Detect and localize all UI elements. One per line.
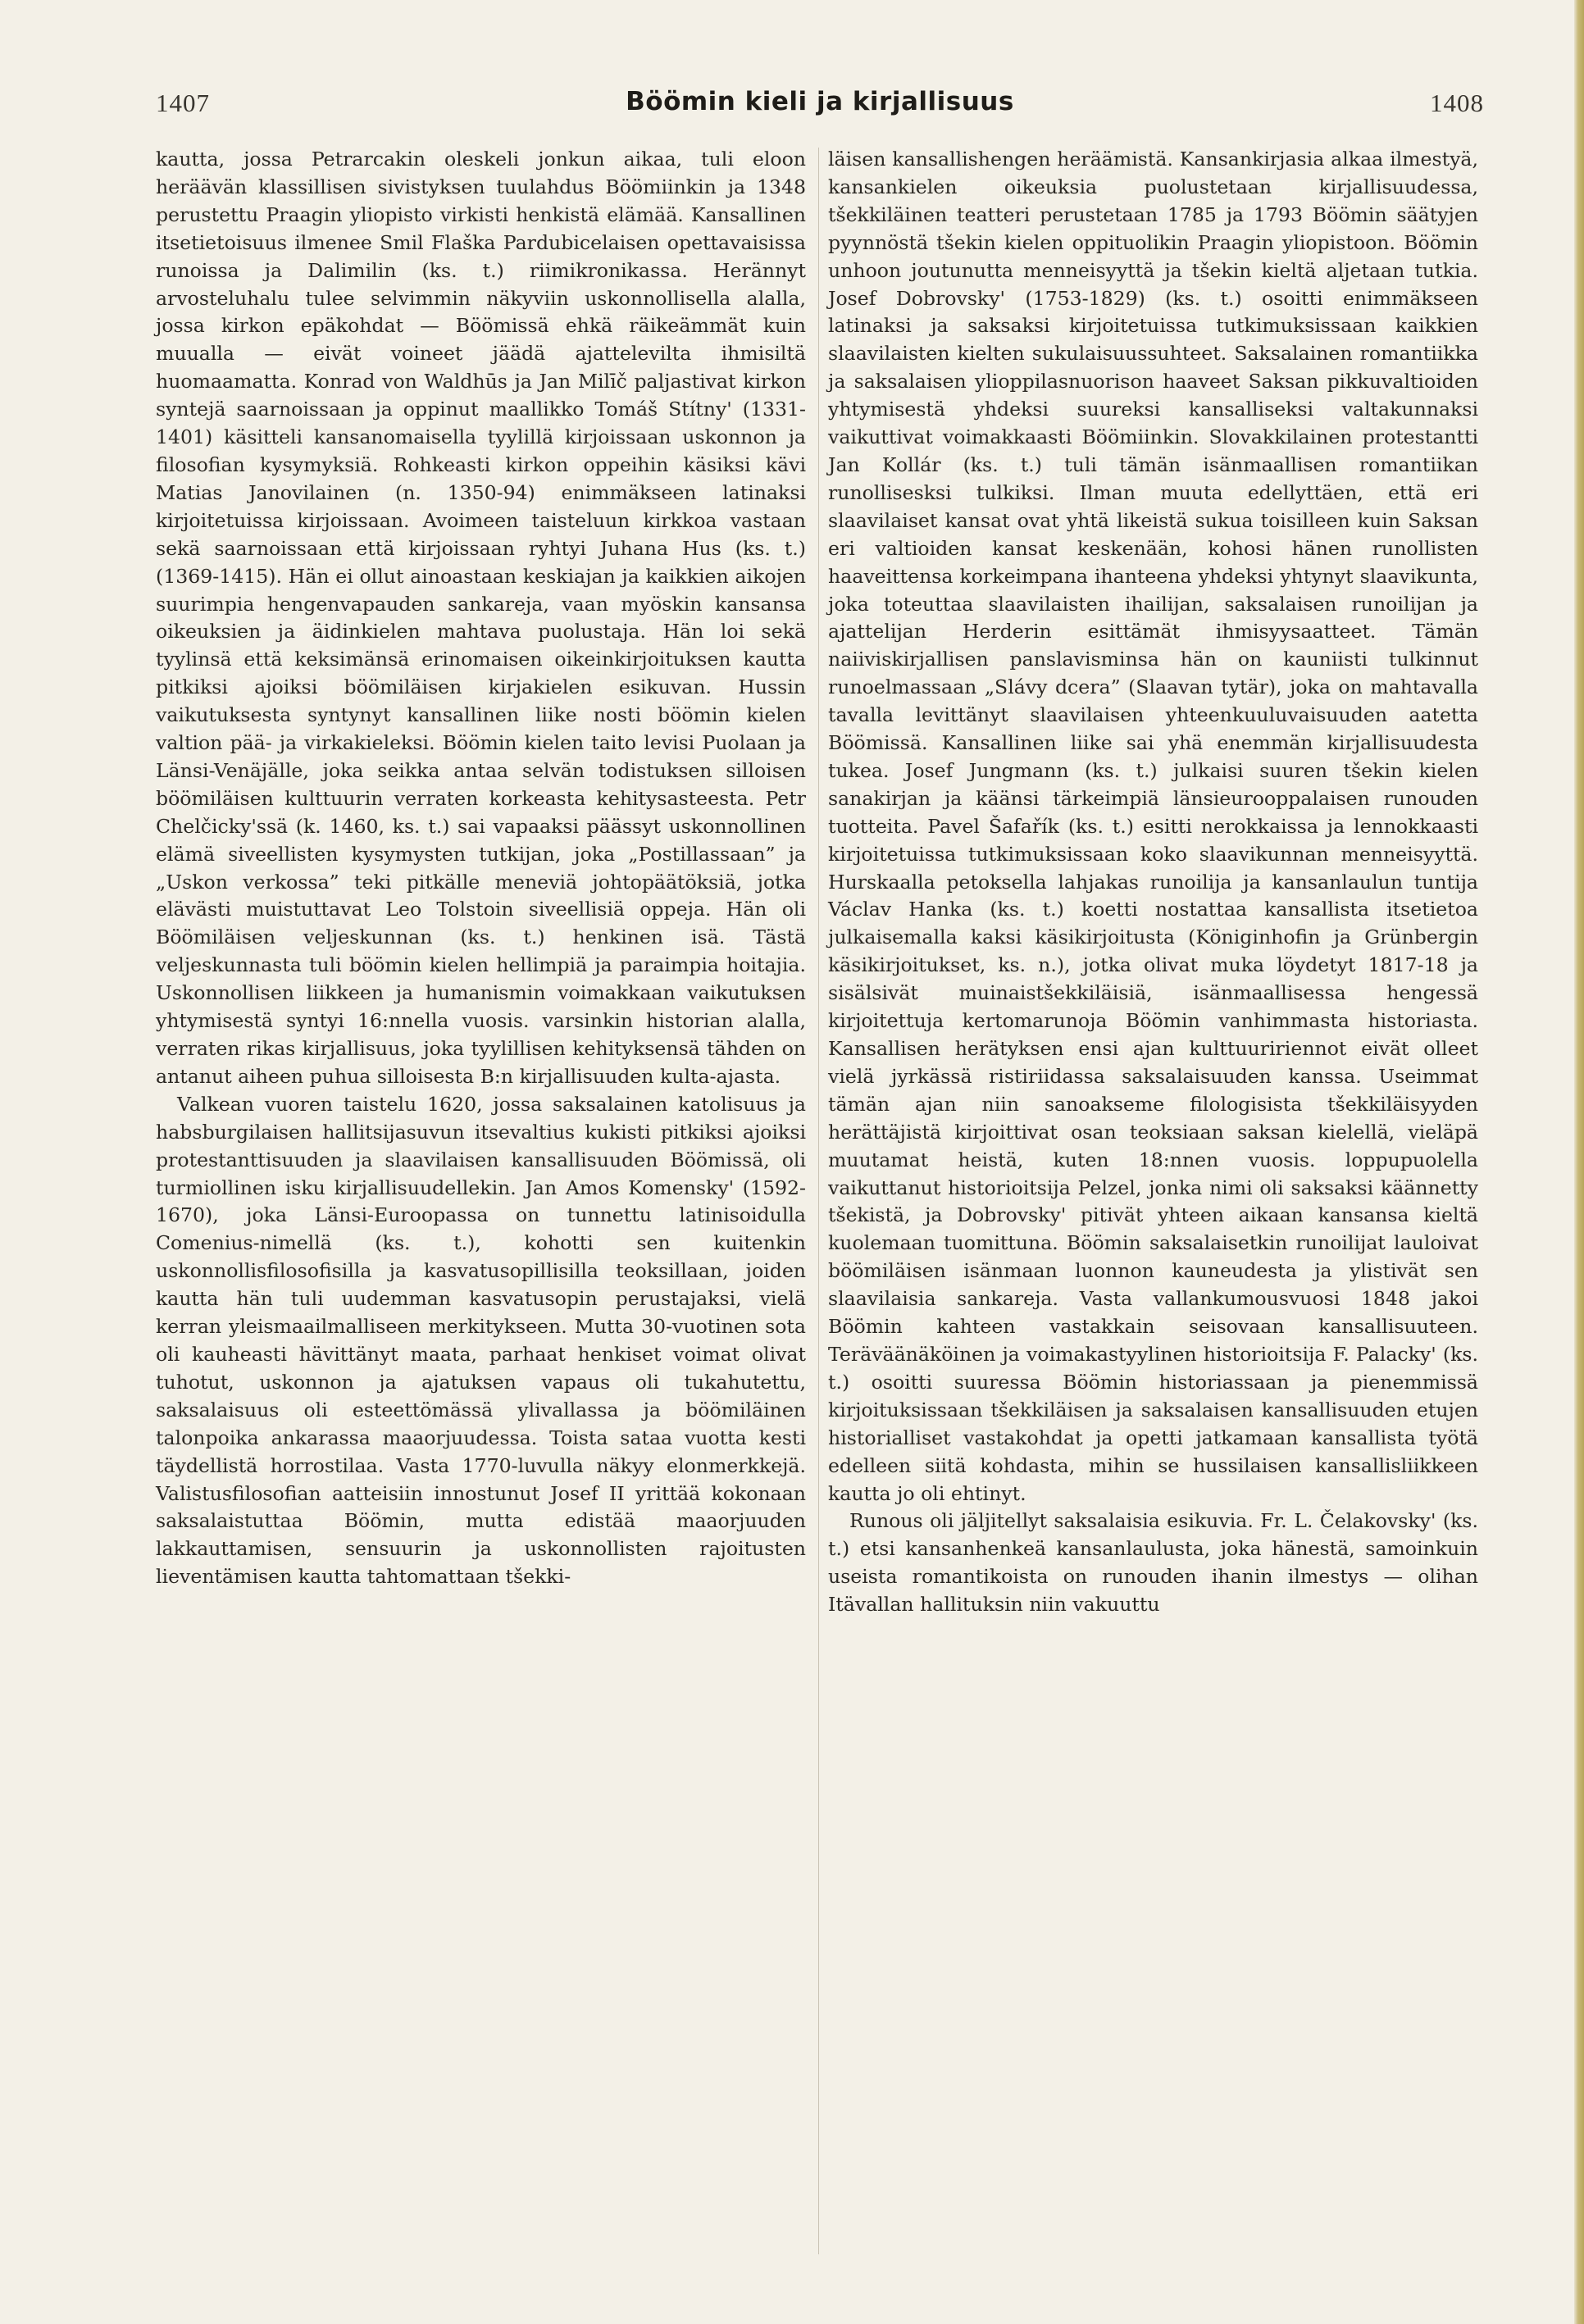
- page-header: [156, 89, 1484, 126]
- right-column: [828, 146, 1478, 1619]
- right-paragraph-2: Runous oli jäljitellyt saksalaisia esikuvia. Fr. L. Čelakovsky' (ks. t.) etsi kansanhenkeä kansanlaulusta, joka hänestä, samoinkuin useista romantikoista on runouden ihanin ilmestys — olihan Itävallan hallituksin niin vakuuttu: [828, 1509, 1478, 1617]
- running-title: Böömin kieli ja kirjallisuus: [626, 87, 1014, 116]
- left-column: [156, 146, 806, 1591]
- right-paragraph-1: läisen kansallishengen heräämistä. Kansankirjasia alkaa ilmestyä, kansankielen oikeuksia puolustetaan kirjallisuudessa, tšekkiläinen teatteri perustetaan 1785 ja 1793 Böömin säätyjen pyynnöstä tšekin kielen oppituolikin Praagin yliopistoon. Böömin unhoon joutunutta menneisyyttä ja tšekin kieltä aljetaan tutkia. Josef Dobrovsky' (1753-1829) (ks. t.) osoitti enimmäkseen latinaksi ja saksaksi kirjoitetuissa tutkimuksissaan kaikkien slaavilaisten kielten sukulaisuussuhteet. Saksalainen romantiikka ja saksalaisen ylioppilasnuorison haaveet Saksan pikkuvaltioiden yhtymisestä yhdeksi suureksi kansalliseksi valtakunnaksi vaikuttivat voimakkaasti Böömiinkin. Slovakkilainen protestantti Jan Kollár (ks. t.) tuli tämän isänmaallisen romantiikan runollisesksi tulkiksi. Ilman muuta edellyttäen, että eri slaavilaiset kansat ovat yhtä likeistä sukua toisilleen kuin Saksan eri valtioiden kansat keskenään, kohosi hänen runollisten haaveittensa korkeimpana ihanteena yhdeksi yhtynyt slaavikunta, joka toteuttaa slaavilaisten ihailijan, saksalaisen runoilijan ja ajattelijan Herderin esittämät ihmisyysaatteet. Tämän naiiviskirjallisen panslavisminsa hän on kauniisti tulkinnut runoelmassaan „Slávy dcera” (Slaavan tytär), joka on mahtavalla tavalla levittänyt slaavilaisen yhteenkuuluvaisuuden aatetta Böömissä. Kansallinen liike sai yhä enemmän kirjallisuudesta tukea. Josef Jungmann (ks. t.) julkaisi suuren tšekin kielen sanakirjan ja käänsi tärkeimpiä länsieurooppalaisen runouden tuotteita. Pavel Šafařík (ks. t.) esitti nerokkaissa ja lennokkaasti kirjoitetuissa tutkimuksissaan koko slaavikunnan menneisyyttä. Hurskaalla petoksella lahjakas runoilija ja kansanlaulun tuntija Václav Hanka (ks. t.) koetti nostattaa kansallista itsetietoa julkaisemalla kaksi käsikirjoitusta (Königinhofin ja Grünbergin käsikirjoitukset, ks. n.), jotka olivat muka löydetyt 1817-18 ja sisälsivät muinaistšekkiläisiä, isänmaallisessa hengessä kirjoitettuja kertomarunoja Böömin vanhimmasta historiasta. Kansallisen herätyksen ensi ajan kulttuuririennot eivät olleet vielä jyrkässä ristiriidassa saksalaisuuden kanssa. Useimmat tämän ajan niin sanoakseme filologisista tšekkiläisyyden herättäjistä kirjoittivat osan teoksiaan saksan kielellä, vieläpä muutamat heistä, kuten 18:nnen vuosis. loppupuolella vaikuttanut historioitsija Pelzel, jonka nimi oli saksaksi käännetty tšekistä, ja Dobrovsky' pitivät yhteen aikaan kansansa kieltä kuolemaan tuomittuna. Böömin saksalaisetkin runoilijat lauloivat böömiläisen isänmaan luonnon kauneudesta ja ylistivät sen slaavilaisia sankareja. Vasta vallankumousvuosi 1848 jakoi Böömin kahteen vastakkain seisovaan kansallisuuteen. Teräväänäköinen ja voimakastyylinen historioitsija F. Palacky' (ks. t.) osoitti suuressa Böömin historiassaan ja pienemmissä kirjoituksissaan tšekkiläisen ja saksalaisen kansallisuuden etujen historialliset vastakohdat ja opetti jatkamaan kansallista työtä edelleen siitä kohdasta, mihin se hussilaisen kansallisliikkeen kautta jo oli ehtinyt.: [828, 148, 1478, 1505]
- left-paragraph-2: Valkean vuoren taistelu 1620, jossa saksalainen katolisuus ja habsburgilaisen hallitsijasuvun itsevaltius kukisti pitkiksi ajoiksi protestanttisuuden ja slaavilaisen kansallisuuden Böömissä, oli turmiollinen isku kirjallisuudellekin. Jan Amos Komensky' (1592-1670), joka Länsi-Euroopassa on tunnettu latinisoidulla Comenius-nimellä (ks. t.), kohotti sen kuitenkin uskonnollisfilosofisilla ja kasvatusopillisilla teoksillaan, joiden kautta hän tuli uudemman kasvatusopin perustajaksi, vielä kerran yleismaailmalliseen merkitykseen. Mutta 30-vuotinen sota oli kauheasti hävittänyt maata, parhaat henkiset voimat olivat tuhotut, uskonnon ja ajatuksen vapaus oli tukahutettu, saksalaisuus oli esteettömässä ylivallassa ja böömiläinen talonpoika ankarassa maaorjuudessa. Toista sataa vuotta kesti täydellistä horrostilaa. Vasta 1770-luvulla näkyy elonmerkkejä. Valistusfilosofian aatteisiin innostunut Josef II yrittää kokonaan saksalaistuttaa Böömin, mutta edistää maaorjuuden lakkauttamisen, sensuurin ja uskonnollisten rajoitusten lieventämisen kautta tahtomattaan tšekki-: [156, 1092, 806, 1589]
- page-number-right: 1408: [1430, 89, 1484, 117]
- page-edge: [1574, 0, 1584, 2324]
- column-divider: [818, 148, 819, 2254]
- page-number-left: 1407: [156, 89, 210, 117]
- left-paragraph-1: kautta, jossa Petrarcakin oleskeli jonkun aikaa, tuli eloon heräävän klassillisen sivistyksen tuulahdus Böömiinkin ja 1348 perustettu Praagin yliopisto virkisti henkistä elämää. Kansallinen itsetietoisuus ilmenee Smil Flaška Pardubicelaisen opettavaisissa runoissa ja Dalimilin (ks. t.) riimikronikassa. Herännyt arvosteluhalu tulee selvimmin näkyviin uskonnollisella alalla, jossa kirkon epäkohdat — Böömissä ehkä räikeämmät kuin muualla — eivät voineet jäädä ajattelevilta ihmisiltä huomaamatta. Konrad von Waldhūs ja Jan Milīč paljastivat kirkon syntejä saarnoissaan ja oppinut maallikko Tomáš Stítny' (1331-1401) käsitteli kansanomaisella tyylillä kirjoissaan uskonnon ja filosofian kysymyksiä. Rohkeasti kirkon oppeihin käsiksi kävi Matias Janovilainen (n. 1350-94) enimmäkseen latinaksi kirjoitetuissa kirjoissaan. Avoimeen taisteluun kirkkoa vastaan sekä saarnoissaan että kirjoissaan ryhtyi Juhana Hus (ks. t.) (1369-1415). Hän ei ollut ainoastaan keskiajan ja kaikkien aikojen suurimpia hengenvapauden sankareja, vaan myöskin kansansa oikeuksien ja äidinkielen mahtava puolustaja. Hän loi sekä tyylinsä että keksimänsä erinomaisen oikeinkirjoituksen kautta pitkiksi ajoiksi böömiläisen kirjakielen esikuvan. Hussin vaikutuksesta syntynyt kansallinen liike nosti böömin kielen valtion pää- ja virkakieleksi. Böömin kielen taito levisi Puolaan ja Länsi-Venäjälle, joka seikka antaa selvän todistuksen silloisen böömiläisen kulttuurin verraten korkeasta kehitysasteesta. Petr Chelčicky'ssä (k. 1460, ks. t.) sai vapaaksi päässyt uskonnollinen elämä siveellisten kysymysten tutkijan, joka „Postillassaan” ja „Uskon verkossa” teki pitkälle meneviä johtopäätöksiä, jotka elävästi muistuttavat Leo Tolstoin siveellisiä oppeja. Hän oli Böömiläisen veljeskunnan (ks. t.) henkinen isä. Tästä veljeskunnasta tuli böömin kielen hellimpiä ja paraimpia hoitajia. Uskonnollisen liikkeen ja humanismin voimakkaan vaikutuksen yhtymisestä syntyi 16:nnella vuosis. varsinkin historian alalla, verraten rikas kirjallisuus, joka tyylillisen kehityksensä tähden on antanut aiheen puhua silloisesta B:n kirjallisuuden kulta-ajasta.: [156, 148, 806, 1088]
